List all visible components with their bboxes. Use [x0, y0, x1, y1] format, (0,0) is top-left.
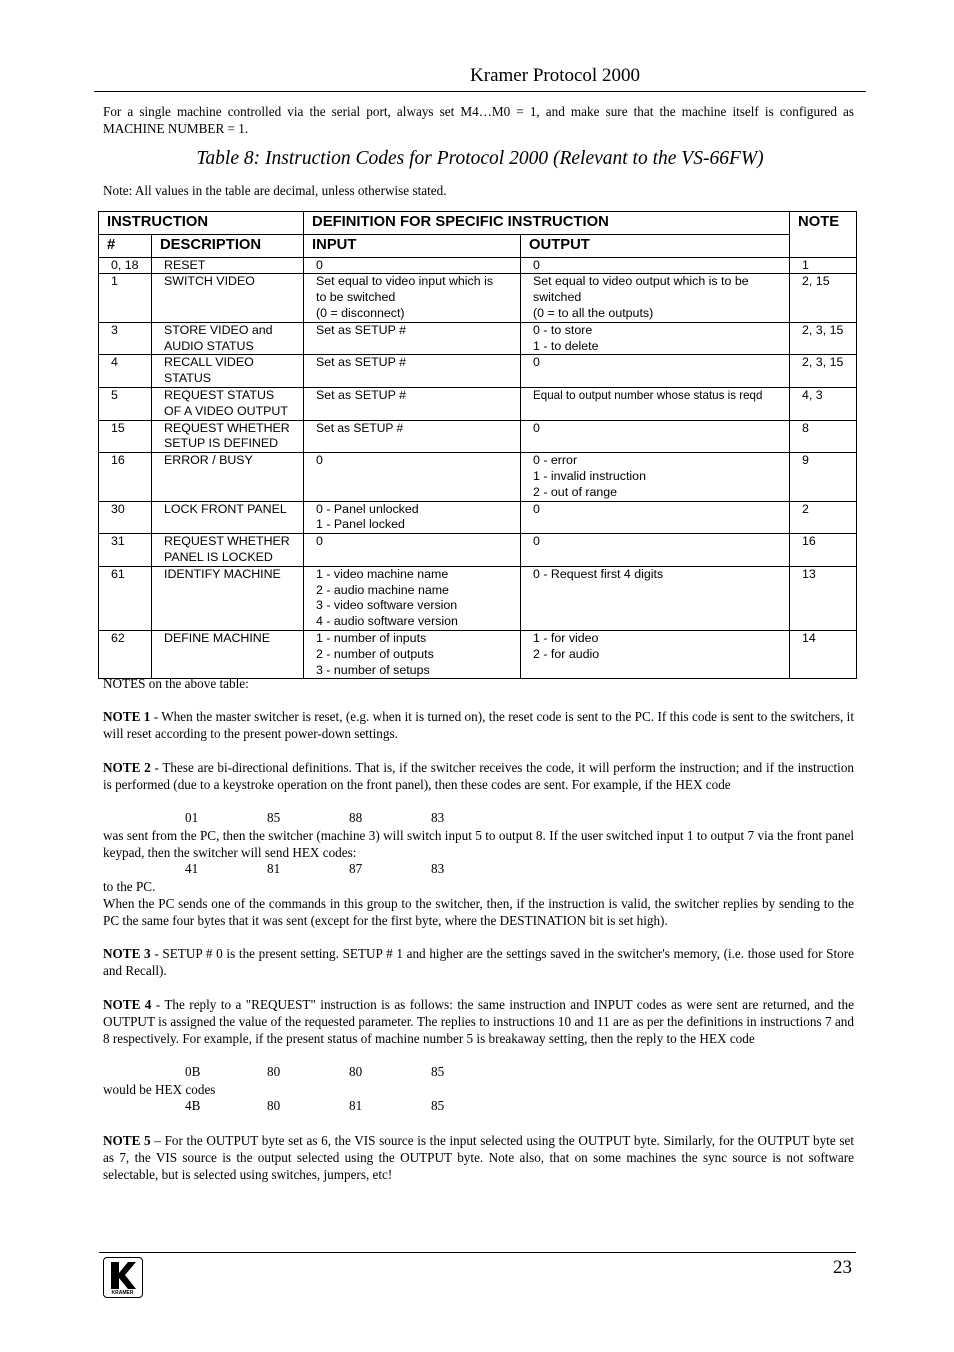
note-5: [103, 1132, 854, 1183]
note-5-label: NOTE 5: [103, 1133, 151, 1148]
note-3-label: NOTE 3: [103, 946, 151, 961]
cell-input: Set as SETUP #: [304, 420, 521, 453]
cell-description: REQUEST WHETHER SETUP IS DEFINED: [152, 420, 304, 453]
cell-note: 2: [790, 501, 857, 534]
note-4-mid: would be HEX codes: [103, 1082, 216, 1097]
note-2-hex-row-2: 41 81 87 83: [185, 861, 445, 876]
cell-output: 0 - Request first 4 digits: [521, 566, 790, 630]
cell-output: 0: [521, 534, 790, 567]
table-row: [99, 630, 857, 678]
cell-input: 0 - Panel unlocked 1 - Panel locked: [304, 501, 521, 534]
note-4-hex-row-1: 0B 80 80 85: [185, 1064, 445, 1079]
cell-num: 15: [99, 420, 152, 453]
header-instruction: INSTRUCTION: [99, 212, 304, 235]
note-4: [103, 996, 854, 1047]
header-input: INPUT: [304, 234, 521, 257]
cell-output: 0: [521, 501, 790, 534]
note-4-label: NOTE 4: [103, 997, 152, 1012]
note-5-text: – For the OUTPUT byte set as 6, the VIS source is the input selected using the OUTPUT byte. Similarly, for the OUTPUT byte set as 7, the VIS source is the output selected using the OUTPUT byte. Note also, that on some machines the sync source is not software selectable, but is selected using switches, jumpers, etc!: [103, 1133, 854, 1182]
cell-description: REQUEST WHETHER PANEL IS LOCKED: [152, 534, 304, 567]
note-2-hex-row-1: 01 85 88 83: [185, 810, 445, 825]
cell-description: LOCK FRONT PANEL: [152, 501, 304, 534]
cell-num: 5: [99, 387, 152, 420]
table-row: [99, 453, 857, 501]
header-definition: DEFINITION FOR SPECIFIC INSTRUCTION: [304, 212, 790, 235]
header-note: NOTE: [790, 212, 857, 258]
cell-note: 14: [790, 630, 857, 678]
note-1-text: - When the master switcher is reset, (e.g. when it is turned on), the reset code is sent to the PC. If this code is sent to the switchers, it will reset according to the present power-down settings.: [103, 709, 854, 741]
header-output: OUTPUT: [521, 234, 790, 257]
logo-text: KRAMER: [111, 1290, 134, 1296]
note-3: [103, 945, 854, 979]
cell-note: 9: [790, 453, 857, 501]
cell-output: Equal to output number whose status is reqd: [521, 387, 790, 420]
decimal-note: Note: All values in the table are decimal, unless otherwise stated.: [103, 183, 447, 198]
cell-note: 2, 3, 15: [790, 322, 857, 355]
table-row: [99, 387, 857, 420]
cell-output: 0: [521, 257, 790, 274]
cell-input: Set as SETUP #: [304, 387, 521, 420]
cell-output: Set equal to video output which is to be switched (0 = to all the outputs): [521, 274, 790, 322]
cell-num: 30: [99, 501, 152, 534]
notes-heading: NOTES on the above table:: [103, 676, 249, 691]
table-row: [99, 355, 857, 388]
cell-output: 0: [521, 420, 790, 453]
page-number: 23: [833, 1257, 852, 1278]
table-row: [99, 534, 857, 567]
cell-description: STORE VIDEO and AUDIO STATUS: [152, 322, 304, 355]
cell-num: 16: [99, 453, 152, 501]
cell-description: IDENTIFY MACHINE: [152, 566, 304, 630]
cell-num: 31: [99, 534, 152, 567]
table-row: [99, 420, 857, 453]
footer-rule: [99, 1252, 856, 1253]
intro-paragraph: For a single machine controlled via the serial port, always set M4…M0 = 1, and make sure that the machine itself is configured as MACHINE NUMBER = 1.: [103, 104, 854, 136]
cell-num: 62: [99, 630, 152, 678]
cell-input: 0: [304, 453, 521, 501]
page-header: [94, 64, 866, 92]
note-4-text: - The reply to a "REQUEST" instruction is as follows: the same instruction and INPUT codes as were sent are returned, and the OUTPUT is assigned the value of the requested parameter. The replies to instructions 10 and 11 are as per the definitions in instructions 7 and 8 respectively. For example, if the present status of machine number 5 is breakaway setting, then the reply to the HEX code: [103, 997, 854, 1046]
cell-note: 2, 3, 15: [790, 355, 857, 388]
cell-input: Set equal to video input which is to be switched (0 = disconnect): [304, 274, 521, 322]
cell-num: 1: [99, 274, 152, 322]
cell-output: 0 - error 1 - invalid instruction 2 - out of range: [521, 453, 790, 501]
header-num: #: [99, 234, 152, 257]
note-1: [103, 708, 854, 742]
cell-description: RECALL VIDEO STATUS: [152, 355, 304, 388]
note-1-label: NOTE 1: [103, 709, 151, 724]
table-row: [99, 257, 857, 274]
table-row: [99, 566, 857, 630]
cell-note: 13: [790, 566, 857, 630]
table-row: [99, 322, 857, 355]
cell-description: SWITCH VIDEO: [152, 274, 304, 322]
cell-note: 1: [790, 257, 857, 274]
header-description: DESCRIPTION: [152, 234, 304, 257]
cell-input: 0: [304, 534, 521, 567]
cell-description: DEFINE MACHINE: [152, 630, 304, 678]
cell-input: Set as SETUP #: [304, 355, 521, 388]
cell-note: 16: [790, 534, 857, 567]
cell-num: 61: [99, 566, 152, 630]
cell-note: 2, 15: [790, 274, 857, 322]
cell-input: 1 - number of inputs 2 - number of outputs 3 - number of setups: [304, 630, 521, 678]
cell-output: 0 - to store 1 - to delete: [521, 322, 790, 355]
cell-input: Set as SETUP #: [304, 322, 521, 355]
cell-note: 4, 3: [790, 387, 857, 420]
table-caption: Table 8: Instruction Codes for Protocol 2000 (Relevant to the VS-66FW): [196, 148, 764, 169]
cell-input: 1 - video machine name 2 - audio machine name 3 - video software version 4 - audio software version: [304, 566, 521, 630]
note-3-text: - SETUP # 0 is the present setting. SETUP # 1 and higher are the settings saved in the switcher's memory, (i.e. those used for Store and Recall).: [103, 946, 854, 978]
instruction-codes-table: [98, 211, 857, 679]
cell-input: 0: [304, 257, 521, 274]
note-2-to-pc: to the PC.: [103, 879, 156, 894]
table-row: [99, 274, 857, 322]
note-2-label: NOTE 2: [103, 760, 151, 775]
note-2-tail: When the PC sends one of the commands in this group to the switcher, then, if the instruction is valid, the switcher replies by sending to the PC the same four bytes that it was sent (except for the first byte, where the DESTINATION bit is set high).: [103, 896, 854, 928]
cell-output: 1 - for video 2 - for audio: [521, 630, 790, 678]
table-row: [99, 501, 857, 534]
cell-note: 8: [790, 420, 857, 453]
header-title: Kramer Protocol 2000: [470, 65, 640, 86]
kramer-logo-icon: [103, 1257, 143, 1298]
note-2-text: - These are bi-directional definitions. That is, if the switcher receives the code, it will perform the instruction; and if the instruction is performed (due to a keystroke operation on the front panel), then these codes are sent. For example, if the HEX code: [103, 760, 855, 792]
note-4-hex-row-2: 4B 80 81 85: [185, 1098, 445, 1113]
cell-num: 3: [99, 322, 152, 355]
note-2-mid: was sent from the PC, then the switcher (machine 3) will switch input 5 to output 8. If the user switched input 1 to output 7 via the front panel keypad, then the switcher will send HEX codes:: [103, 828, 854, 860]
note-2: [103, 759, 854, 793]
cell-num: 0, 18: [99, 257, 152, 274]
cell-num: 4: [99, 355, 152, 388]
cell-description: ERROR / BUSY: [152, 453, 304, 501]
cell-output: 0: [521, 355, 790, 388]
cell-description: REQUEST STATUS OF A VIDEO OUTPUT: [152, 387, 304, 420]
cell-description: RESET: [152, 257, 304, 274]
